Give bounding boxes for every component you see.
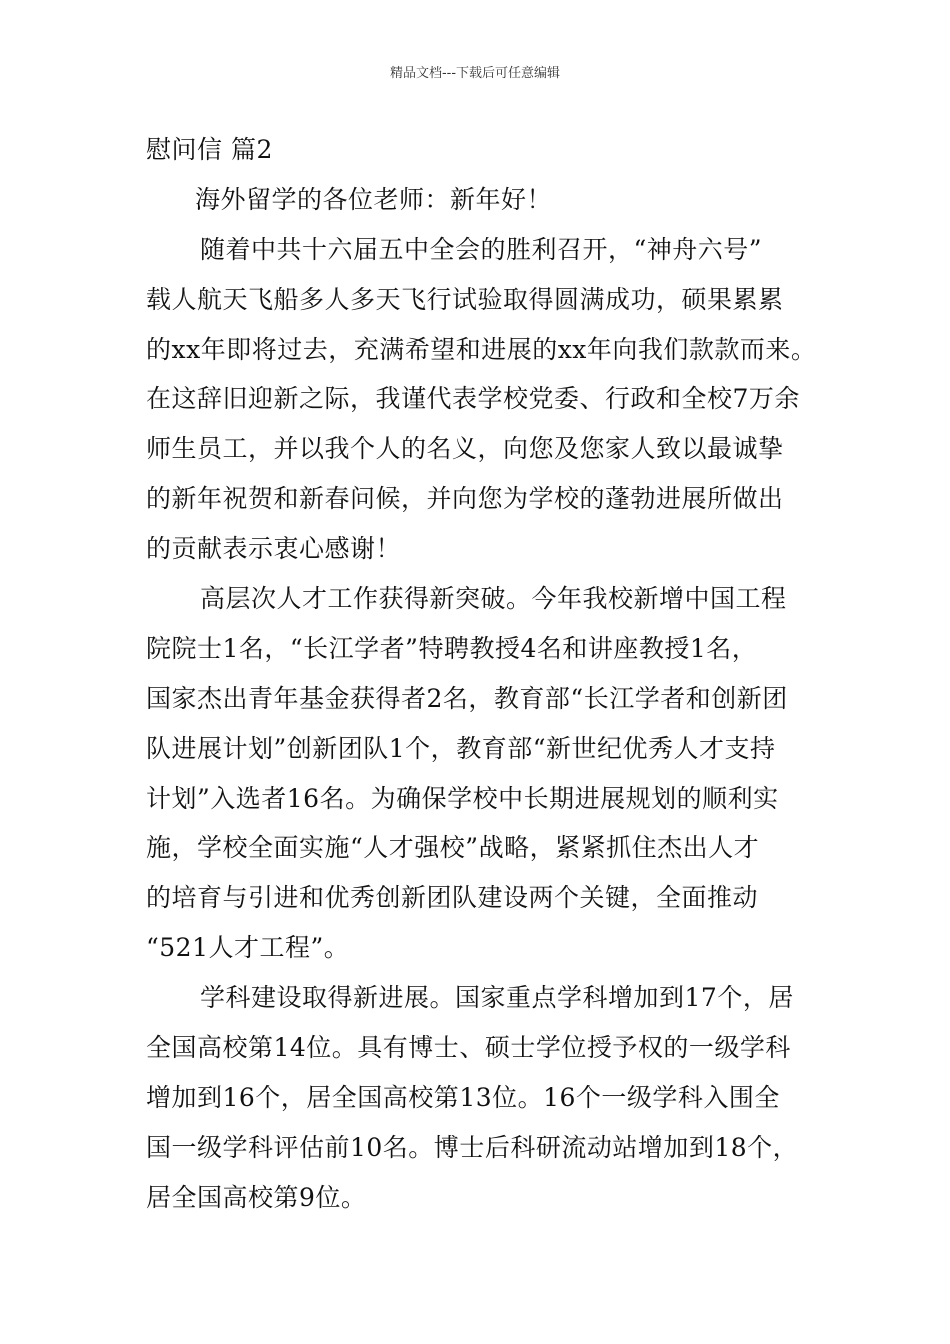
paragraph-line: 计划”入选者16名。为确保学校中长期进展规划的顺利实 <box>146 784 779 813</box>
paragraph-line: “521人才工程”。 <box>146 933 350 962</box>
paragraph-line: 施，学校全面实施“人才强校”战略，紧紧抓住杰出人才 <box>146 833 760 862</box>
paragraph-line: 国家杰出青年基金获得者2名，教育部“长江学者和创新团 <box>146 684 788 713</box>
greeting-line: 海外留学的各位老师：新年好！ <box>195 185 553 214</box>
paragraph-line: 高层次人才工作获得新突破。今年我校新增中国工程 <box>200 584 787 613</box>
paragraph-line: 的xx年即将过去，充满希望和进展的xx年向我们款款而来。 <box>146 335 817 364</box>
paragraph-line: 增加到16个，居全国高校第13位。16个一级学科入围全 <box>146 1083 780 1112</box>
paragraph-line: 在这辞旧迎新之际，我谨代表学校党委、行政和全校7万余 <box>146 384 800 413</box>
paragraph-line: 随着中共十六届五中全会的胜利召开，“神舟六号” <box>200 235 763 264</box>
paragraph-line: 的贡献表示衷心感谢！ <box>146 534 402 563</box>
paragraph-line: 院院士1名，“长江学者”特聘教授4名和讲座教授1名， <box>146 634 758 663</box>
document-title: 慰问信 篇2 <box>146 135 273 164</box>
paragraph-line: 师生员工，并以我个人的名义，向您及您家人致以最诚挚 <box>146 434 784 463</box>
paragraph-line: 居全国高校第9位。 <box>146 1183 367 1212</box>
paragraph-line: 学科建设取得新进展。国家重点学科增加到17个，居 <box>200 983 794 1012</box>
paragraph-line: 全国高校第14位。具有博士、硕士学位授予权的一级学科 <box>146 1033 791 1062</box>
paragraph-line: 队进展计划”创新团队1个，教育部“新世纪优秀人才支持 <box>146 734 776 763</box>
paragraph-line: 的新年祝贺和新春问候，并向您为学校的蓬勃进展所做出 <box>146 484 784 513</box>
paragraph-line: 的培育与引进和优秀创新团队建设两个关键，全面推动 <box>146 883 759 912</box>
paragraph-line: 载人航天飞船多人多天飞行试验取得圆满成功，硕果累累 <box>146 285 784 314</box>
paragraph-line: 国一级学科评估前10名。博士后科研流动站增加到18个， <box>146 1133 799 1162</box>
page-header-note: 精品文档---下载后可任意编辑 <box>389 66 561 81</box>
